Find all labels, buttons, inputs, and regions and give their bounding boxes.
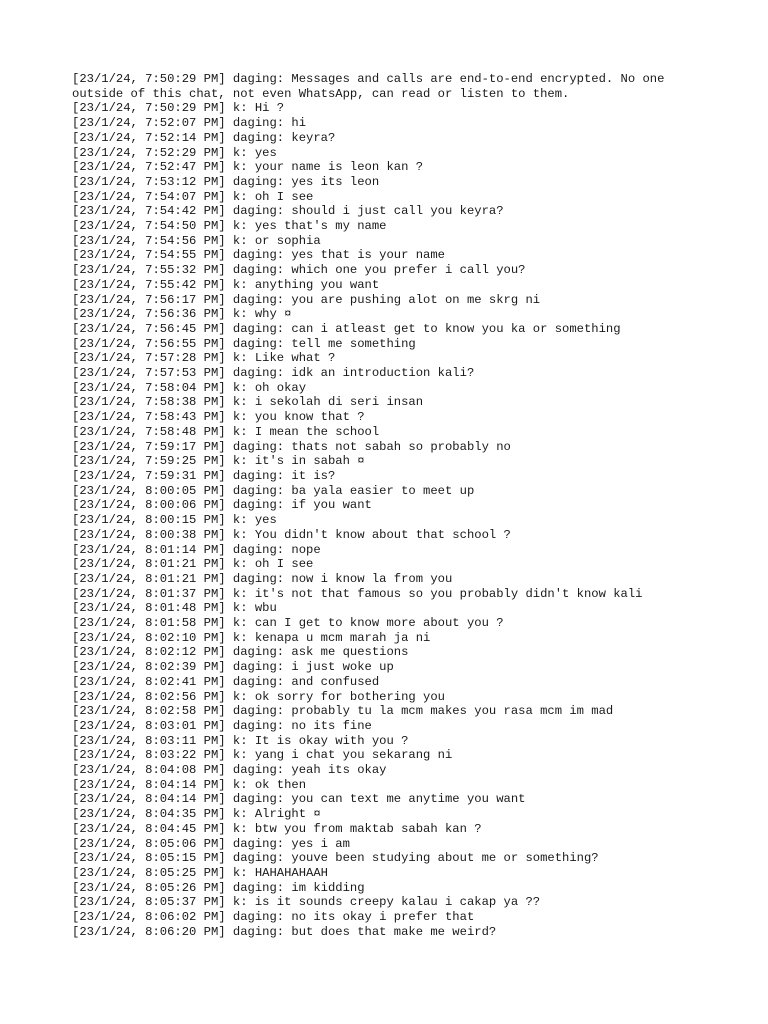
chat-line: [23/1/24, 7:50:29 PM] k: Hi ? — [72, 101, 285, 116]
chat-line: [23/1/24, 7:56:45 PM] daging: can i atleast get to know you ka or something — [72, 321, 621, 336]
chat-line: outside of this chat, not even WhatsApp, can read or listen to them. — [72, 86, 570, 101]
chat-line: [23/1/24, 7:52:07 PM] daging: hi — [72, 116, 307, 131]
chat-line: [23/1/24, 8:05:15 PM] daging: youve been studying about me or something? — [72, 851, 599, 866]
chat-line: [23/1/24, 8:05:25 PM] k: HAHAHAHAAH — [72, 865, 328, 880]
chat-log — [72, 72, 712, 939]
chat-line: [23/1/24, 8:00:05 PM] daging: ba yala easier to meet up — [72, 483, 475, 498]
chat-line: [23/1/24, 7:59:25 PM] k: it's in sabah ¤ — [72, 454, 365, 469]
chat-line: [23/1/24, 8:01:58 PM] k: can I get to know more about you ? — [72, 616, 504, 631]
chat-line: [23/1/24, 8:05:06 PM] daging: yes i am — [72, 836, 350, 851]
chat-line: [23/1/24, 7:56:55 PM] daging: tell me something — [72, 336, 416, 351]
chat-line: [23/1/24, 7:52:14 PM] daging: keyra? — [72, 130, 336, 145]
chat-line: [23/1/24, 7:52:47 PM] k: your name is leon kan ? — [72, 160, 424, 175]
chat-line: [23/1/24, 8:03:22 PM] k: yang i chat you sekarang ni — [72, 748, 453, 763]
chat-line: [23/1/24, 8:02:58 PM] daging: probably tu la mcm makes you rasa mcm im mad — [72, 704, 614, 719]
chat-line: [23/1/24, 8:04:45 PM] k: btw you from maktab sabah kan ? — [72, 821, 482, 836]
chat-line: [23/1/24, 8:03:01 PM] daging: no its fine — [72, 718, 372, 733]
chat-line: [23/1/24, 7:59:17 PM] daging: thats not sabah so probably no — [72, 439, 511, 454]
chat-line: [23/1/24, 7:52:29 PM] k: yes — [72, 145, 277, 160]
chat-line: [23/1/24, 7:58:38 PM] k: i sekolah di seri insan — [72, 395, 424, 410]
chat-line: [23/1/24, 7:58:48 PM] k: I mean the school — [72, 424, 380, 439]
chat-line: [23/1/24, 8:01:48 PM] k: wbu — [72, 601, 277, 616]
chat-line: [23/1/24, 8:04:14 PM] daging: you can text me anytime you want — [72, 792, 526, 807]
chat-line: [23/1/24, 7:54:50 PM] k: yes that's my name — [72, 219, 387, 234]
chat-line: [23/1/24, 7:56:36 PM] k: why ¤ — [72, 307, 292, 322]
chat-line: [23/1/24, 8:02:10 PM] k: kenapa u mcm marah ja ni — [72, 630, 431, 645]
chat-line: [23/1/24, 8:03:11 PM] k: It is okay with you ? — [72, 733, 409, 748]
chat-line: [23/1/24, 8:00:06 PM] daging: if you want — [72, 498, 372, 513]
chat-line: [23/1/24, 7:59:31 PM] daging: it is? — [72, 468, 336, 483]
chat-line: [23/1/24, 7:54:07 PM] k: oh I see — [72, 189, 314, 204]
chat-line: [23/1/24, 7:57:53 PM] daging: idk an introduction kali? — [72, 366, 475, 381]
chat-line: [23/1/24, 8:04:35 PM] k: Alright ¤ — [72, 807, 321, 822]
chat-line: [23/1/24, 8:00:15 PM] k: yes — [72, 513, 277, 528]
chat-line: [23/1/24, 7:55:42 PM] k: anything you want — [72, 277, 380, 292]
chat-line: [23/1/24, 8:05:37 PM] k: is it sounds creepy kalau i cakap ya ?? — [72, 895, 541, 910]
chat-line: [23/1/24, 8:06:02 PM] daging: no its okay i prefer that — [72, 910, 475, 925]
chat-line: [23/1/24, 8:06:20 PM] daging: but does that make me weird? — [72, 924, 497, 939]
chat-line: [23/1/24, 7:50:29 PM] daging: Messages and calls are end-to-end encrypted. No one — [72, 72, 665, 86]
chat-line: [23/1/24, 8:04:08 PM] daging: yeah its okay — [72, 763, 387, 778]
chat-line: [23/1/24, 8:04:14 PM] k: ok then — [72, 777, 307, 792]
chat-line: [23/1/24, 8:00:38 PM] k: You didn't know about that school ? — [72, 527, 511, 542]
chat-line: [23/1/24, 8:02:41 PM] daging: and confused — [72, 674, 380, 689]
chat-line: [23/1/24, 8:05:26 PM] daging: im kidding — [72, 880, 365, 895]
chat-line: [23/1/24, 8:01:14 PM] daging: nope — [72, 542, 321, 557]
chat-line: [23/1/24, 7:57:28 PM] k: Like what ? — [72, 351, 336, 366]
chat-line: [23/1/24, 8:02:12 PM] daging: ask me questions — [72, 645, 409, 660]
chat-line: [23/1/24, 8:02:56 PM] k: ok sorry for bothering you — [72, 689, 445, 704]
chat-line: [23/1/24, 8:02:39 PM] daging: i just woke up — [72, 660, 394, 675]
chat-line: [23/1/24, 7:58:04 PM] k: oh okay — [72, 380, 307, 395]
chat-line: [23/1/24, 7:56:17 PM] daging: you are pushing alot on me skrg ni — [72, 292, 541, 307]
chat-line: [23/1/24, 7:54:55 PM] daging: yes that is your name — [72, 248, 445, 263]
chat-line: [23/1/24, 7:54:42 PM] daging: should i just call you keyra? — [72, 204, 504, 219]
chat-line: [23/1/24, 8:01:37 PM] k: it's not that famous so you probably didn't know kali — [72, 586, 643, 601]
chat-line: [23/1/24, 8:01:21 PM] daging: now i know la from you — [72, 571, 453, 586]
chat-line: [23/1/24, 8:01:21 PM] k: oh I see — [72, 557, 314, 572]
chat-line: [23/1/24, 7:54:56 PM] k: or sophia — [72, 233, 321, 248]
chat-line: [23/1/24, 7:55:32 PM] daging: which one you prefer i call you? — [72, 263, 526, 278]
chat-line: [23/1/24, 7:58:43 PM] k: you know that ? — [72, 410, 365, 425]
chat-line: [23/1/24, 7:53:12 PM] daging: yes its leon — [72, 174, 380, 189]
